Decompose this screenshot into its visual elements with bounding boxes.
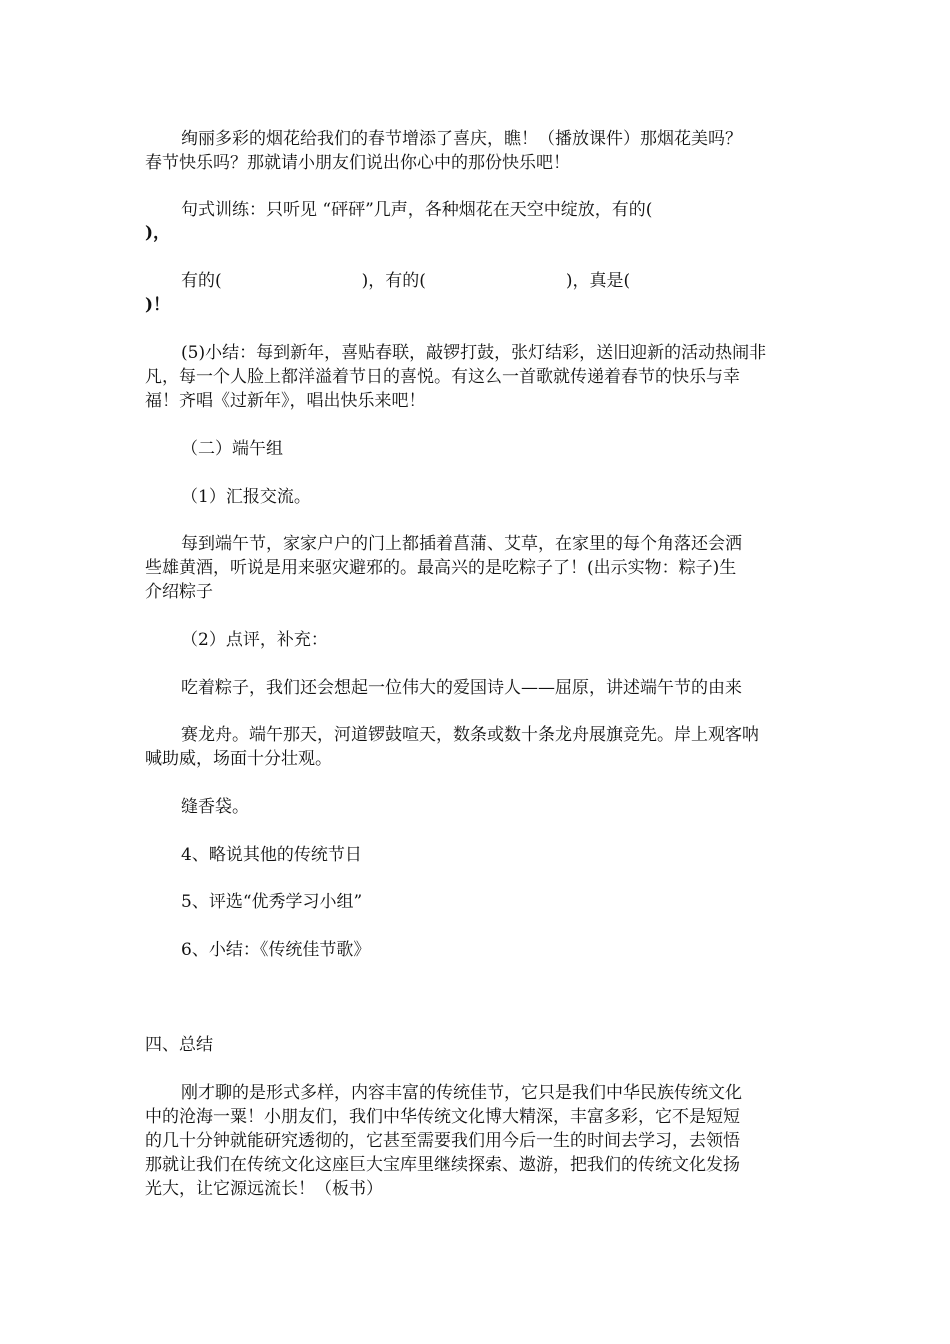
section-4-heading: 四、总结	[145, 1035, 213, 1055]
quyuan-line: 吃着粽子，我们还会想起一位伟大的爱国诗人——屈原，讲述端午节的由来	[181, 678, 742, 698]
drill-line-1: 句式训练：只听见 “砰砰”几声，各种烟花在天空中绽放，有的(	[181, 200, 653, 220]
duanwu-line-1: 每到端午节，家家户户的门上都插着菖蒲、艾草，在家里的每个角落还会洒	[181, 534, 742, 554]
summary5-line-2: 凡，每一个人脸上都洋溢着节日的喜悦。有这么一首歌就传递着春节的快乐与幸	[145, 367, 740, 387]
drill-line-2-a: 有的(	[181, 271, 222, 291]
conclusion-line-5: 光大，让它源远流长！（板书）	[145, 1179, 383, 1199]
duanwu-line-2: 些雄黄酒，听说是用来驱灾避邪的。最高兴的是吃粽子了！(出示实物：粽子)生	[145, 558, 737, 578]
conclusion-line-2: 中的沧海一粟！小朋友们，我们中华传统文化博大精深，丰富多彩，它不是短短	[145, 1107, 740, 1127]
item-5: 5、评选“优秀学习小组”	[181, 892, 363, 912]
conclusion-line-4: 那就让我们在传统文化这座巨大宝库里继续探索、遨游，把我们的传统文化发扬	[145, 1155, 740, 1175]
conclusion-line-3: 的几十分钟就能研究透彻的，它甚至需要我们用今后一生的时间去学习，去领悟	[145, 1131, 740, 1151]
drill-line-2-close: )！	[145, 295, 171, 315]
item-4: 4、略说其他的传统节日	[181, 845, 362, 865]
conclusion-line-1: 刚才聊的是形式多样，内容丰富的传统佳节，它只是我们中华民族传统文化	[181, 1083, 742, 1103]
item-6: 6、小结：《传统佳节歌》	[181, 940, 371, 960]
group2-heading: （二）端午组	[181, 439, 283, 459]
comment-heading: （2）点评，补充：	[181, 630, 328, 650]
drill-line-2-c: )，真是(	[565, 271, 631, 291]
drill-line-2-b: )，有的(	[361, 271, 426, 291]
summary5-line-3: 福！齐唱《过新年》，唱出快乐来吧！	[145, 391, 426, 411]
fireworks-line-1: 绚丽多彩的烟花给我们的春节增添了喜庆，瞧！（播放课件）那烟花美吗？	[181, 129, 742, 149]
drill-line-2	[181, 270, 861, 293]
duanwu-line-3: 介绍粽子	[145, 582, 213, 602]
fireworks-line-2: 春节快乐吗？那就请小朋友们说出你心中的那份快乐吧！	[145, 153, 570, 173]
summary5-line-1: (5)小结：每到新年，喜贴春联，敲锣打鼓，张灯结彩，送旧迎新的活动热闹非	[181, 343, 767, 363]
sachet-line: 缝香袋。	[181, 797, 249, 817]
report-heading: （1）汇报交流。	[181, 487, 311, 507]
drill-line-1-close: )，	[145, 223, 171, 243]
dragon-line-1: 赛龙舟。端午那天，河道锣鼓喧天，数条或数十条龙舟展旗竞先。岸上观客呐	[181, 725, 759, 745]
dragon-line-2: 喊助威，场面十分壮观。	[145, 749, 332, 769]
